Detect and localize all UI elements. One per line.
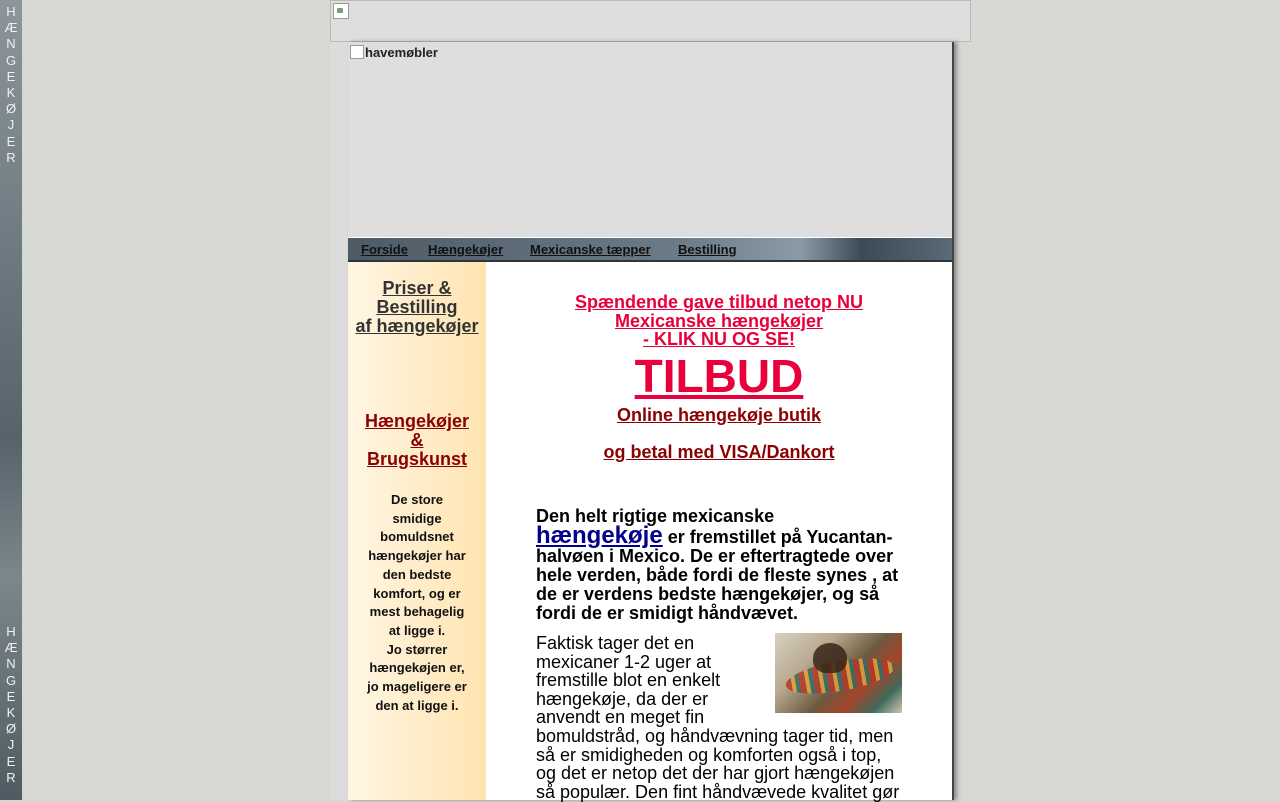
online-shop-link[interactable]: Online hængekøje butik bbox=[616, 405, 822, 425]
sidebar-text-line: at ligge i. bbox=[388, 622, 446, 638]
promo-line: Mexicanske hængekøjer bbox=[614, 310, 824, 331]
sidebar-text-line: den bedste bbox=[382, 566, 452, 582]
strip-letter: R bbox=[6, 769, 16, 785]
sidebar-link-haengekoejer-brugskunst[interactable] bbox=[348, 412, 486, 469]
sidebar-link-line: Priser & bbox=[382, 278, 452, 298]
sidebar-link-line: Hængekøjer bbox=[364, 411, 470, 431]
strip-letter: Æ bbox=[4, 640, 18, 656]
sidebar bbox=[348, 262, 486, 800]
broken-image-icon bbox=[333, 3, 349, 19]
nav-link-mexicanske-taepper[interactable]: Mexicanske tæpper bbox=[530, 242, 651, 257]
top-banner-image bbox=[330, 0, 971, 42]
tilbud-link[interactable]: TILBUD bbox=[634, 350, 804, 402]
sidebar-text-line: mest behagelig bbox=[369, 604, 465, 620]
sidebar-link-line: Brugskunst bbox=[366, 449, 467, 469]
strip-letter: Ø bbox=[5, 101, 17, 117]
hero-alt-text: havemøbler bbox=[350, 45, 438, 60]
intro-text: Den helt rigtige mexicanske bbox=[536, 506, 775, 526]
promo-line: - KLIK NU OG SE! bbox=[643, 329, 795, 349]
sidebar-link-line: af hængekøjer bbox=[355, 316, 479, 336]
strip-letter: Ø bbox=[5, 721, 17, 737]
sidebar-link-line: Bestilling bbox=[376, 297, 458, 317]
strip-letter: Æ bbox=[4, 20, 18, 36]
strip-letter: H bbox=[6, 624, 16, 639]
body-text: Faktisk tager det en mexicaner 1-2 uger at fremstille blot en enkelt hængekøje, da der er anvendt en meget fin bomuldstråd, og håndvævning tager tid, men så er smidigheden og komforten også i top, og det er netop det der har gjort hængekøjen så populær. Den fint håndvævede kvalitet gør bbox=[536, 633, 900, 802]
nav-link-bestilling[interactable]: Bestilling bbox=[678, 242, 737, 257]
hammock-photo bbox=[775, 633, 902, 713]
left-decorative-strip bbox=[0, 0, 22, 800]
sidebar-text-line: komfort, og er bbox=[373, 585, 461, 601]
strip-letter: N bbox=[6, 36, 16, 52]
main-navigation bbox=[348, 238, 952, 262]
sidebar-text-line: bomuldsnet bbox=[380, 529, 454, 545]
left-gutter bbox=[330, 42, 348, 800]
intro-paragraph bbox=[536, 507, 902, 623]
content-area bbox=[348, 42, 954, 800]
strip-letter: G bbox=[5, 672, 17, 688]
strip-letter: G bbox=[5, 52, 17, 68]
body-paragraph bbox=[536, 634, 902, 801]
strip-letter: K bbox=[6, 705, 16, 721]
promo-link[interactable] bbox=[486, 293, 952, 349]
strip-letter: J bbox=[7, 737, 15, 753]
vertical-text-top bbox=[3, 4, 19, 166]
strip-letter: N bbox=[6, 656, 16, 672]
strip-letter: E bbox=[6, 688, 16, 704]
sidebar-text-line: smidige bbox=[392, 510, 442, 526]
sidebar-text-line: hængekøjer har bbox=[368, 548, 466, 564]
strip-letter: E bbox=[6, 133, 16, 149]
visa-payment-link[interactable]: og betal med VISA/Dankort bbox=[603, 442, 835, 462]
promo-line: Spændende gave tilbud netop NU bbox=[574, 292, 863, 312]
hero-image bbox=[348, 42, 952, 237]
haengekoeje-link[interactable]: hængekøje bbox=[536, 522, 663, 549]
sidebar-description bbox=[356, 491, 478, 715]
strip-letter: J bbox=[7, 117, 15, 133]
intro-text: er fremstillet på Yucantan-halvøen i Mexico. De er eftertragtede over hele verden, både fordi de fleste synes , at de er verdens bedste hængekøjer, og så fordi de er smidigt håndvævet. bbox=[536, 527, 899, 623]
sidebar-text-line: De store bbox=[390, 492, 444, 507]
nav-link-forside[interactable]: Forside bbox=[361, 242, 408, 257]
sidebar-text-line: hængekøjen er, bbox=[369, 660, 465, 676]
strip-letter: E bbox=[6, 68, 16, 84]
sidebar-text-line: jo mageligere er bbox=[367, 679, 467, 695]
nav-link-haengekoejer[interactable]: Hængekøjer bbox=[428, 242, 504, 257]
sidebar-text-line: den at ligge i. bbox=[375, 697, 459, 713]
sidebar-link-line: & bbox=[410, 430, 424, 450]
strip-letter: E bbox=[6, 753, 16, 769]
vertical-text-bottom bbox=[3, 624, 19, 786]
page-column bbox=[330, 0, 971, 800]
sidebar-link-priser-bestilling[interactable] bbox=[348, 279, 486, 336]
strip-letter: H bbox=[6, 4, 16, 19]
sidebar-text-line: Jo størrer bbox=[386, 641, 448, 657]
strip-letter: K bbox=[6, 85, 16, 101]
main-content bbox=[486, 262, 952, 800]
strip-letter: R bbox=[6, 149, 16, 165]
